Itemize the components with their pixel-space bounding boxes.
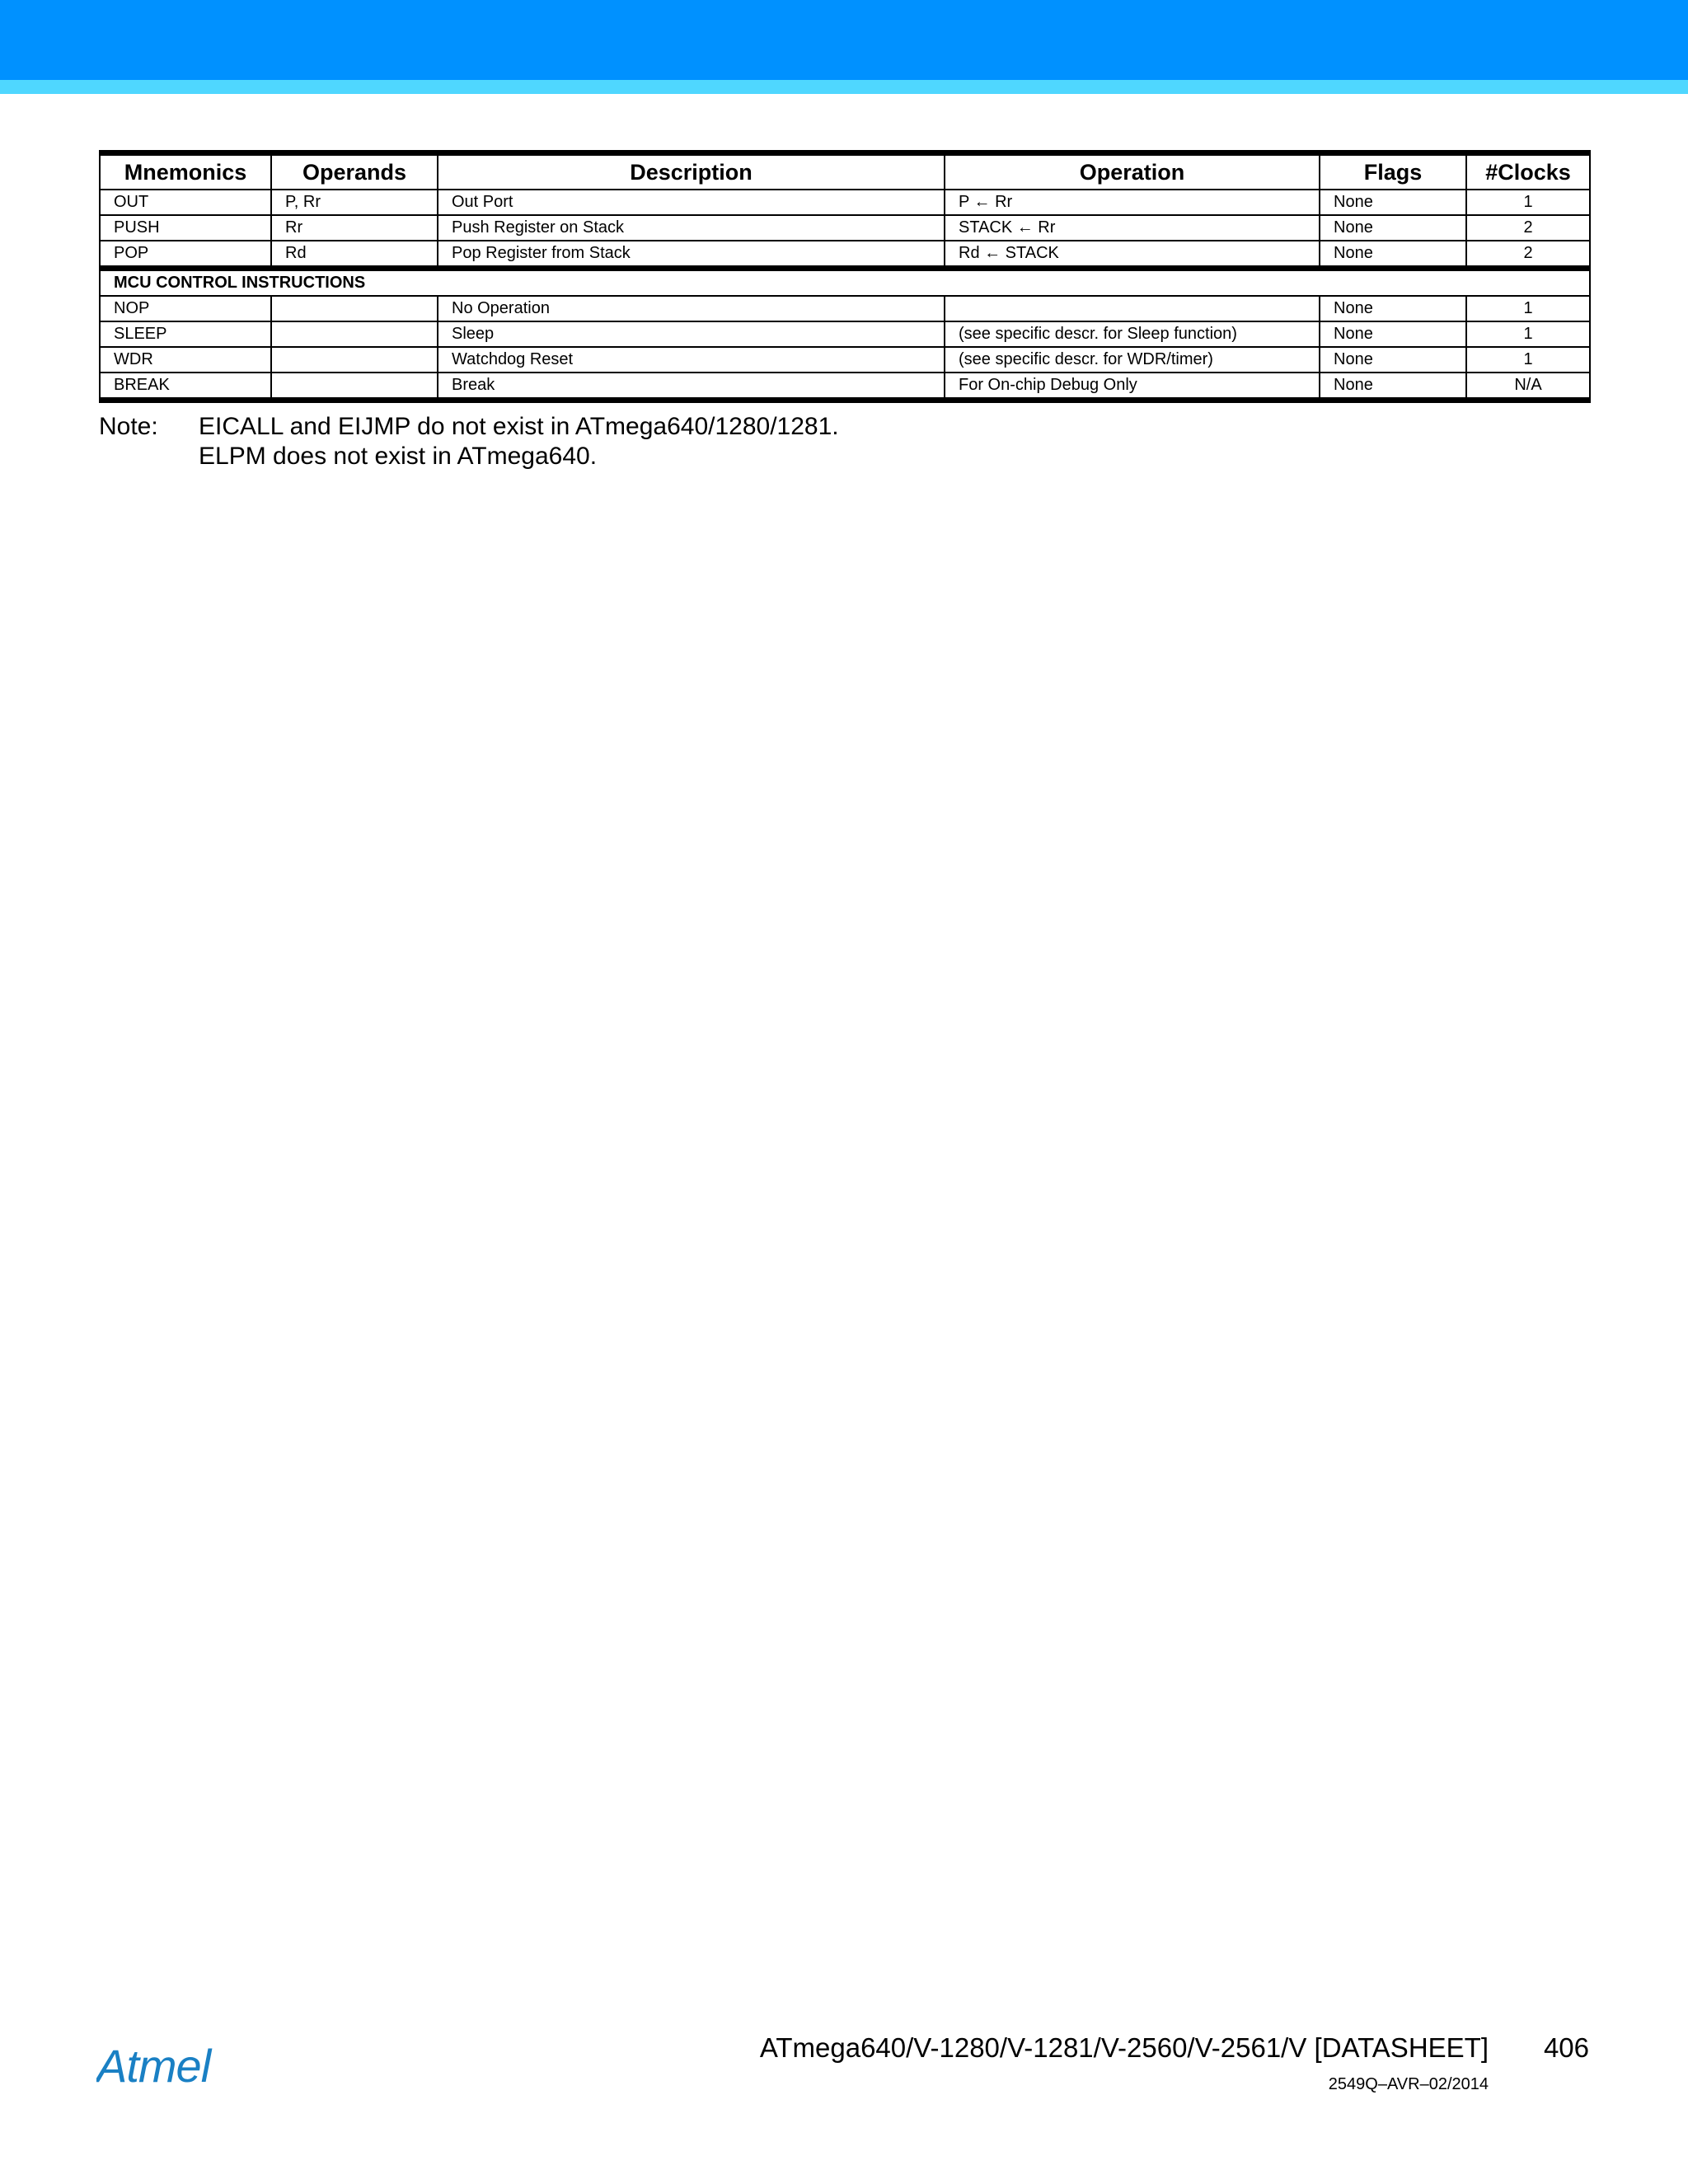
column-header: Operands [271, 153, 438, 190]
table-row [100, 347, 1590, 373]
cell-flags: None [1320, 321, 1466, 347]
document-title: ATmega640/V-1280/V-1281/V-2560/V-2561/V [DATASHEET] [759, 2032, 1489, 2063]
cell-operands [271, 321, 438, 347]
table-row [100, 373, 1590, 401]
cell-operands [271, 373, 438, 401]
table-row [100, 296, 1590, 321]
cell-clocks: 1 [1466, 321, 1590, 347]
table-row [100, 215, 1590, 241]
cell-operation [945, 296, 1320, 321]
section-row [100, 269, 1590, 297]
section-title: MCU CONTROL INSTRUCTIONS [100, 269, 1590, 297]
cell-flags: None [1320, 296, 1466, 321]
svg-text:Atmel: Atmel [96, 2040, 211, 2092]
cell-operands: P, Rr [271, 190, 438, 215]
cell-mnemonic: NOP [100, 296, 271, 321]
atmel-logo [96, 2036, 241, 2093]
column-header: Mnemonics [100, 153, 271, 190]
table-row [100, 321, 1590, 347]
cell-mnemonic: SLEEP [100, 321, 271, 347]
header-band [0, 0, 1688, 80]
cell-clocks: 1 [1466, 190, 1590, 215]
cell-operands [271, 296, 438, 321]
cell-mnemonic: WDR [100, 347, 271, 373]
cell-mnemonic: POP [100, 241, 271, 269]
table-row [100, 241, 1590, 269]
cell-description: Sleep [438, 321, 945, 347]
note-line: EICALL and EIJMP do not exist in ATmega640/1280/1281. [199, 413, 839, 440]
cell-flags: None [1320, 373, 1466, 401]
cell-mnemonic: BREAK [100, 373, 271, 401]
document-code: 2549Q–AVR–02/2014 [1328, 2075, 1489, 2093]
cell-description: Pop Register from Stack [438, 241, 945, 269]
cell-clocks: 1 [1466, 347, 1590, 373]
instruction-table-container [99, 150, 1589, 403]
instruction-table [99, 150, 1591, 403]
page-number: 406 [1543, 2032, 1589, 2063]
cell-flags: None [1320, 190, 1466, 215]
cell-operation: P ← Rr [945, 190, 1320, 215]
cell-flags: None [1320, 215, 1466, 241]
cell-description: Watchdog Reset [438, 347, 945, 373]
cell-description: Break [438, 373, 945, 401]
cell-clocks: 2 [1466, 241, 1590, 269]
note-label: Note: [99, 413, 158, 440]
cell-mnemonic: OUT [100, 190, 271, 215]
cell-operation: Rd ← STACK [945, 241, 1320, 269]
cell-operands [271, 347, 438, 373]
cell-description: Push Register on Stack [438, 215, 945, 241]
cell-description: No Operation [438, 296, 945, 321]
cell-clocks: 1 [1466, 296, 1590, 321]
cell-flags: None [1320, 241, 1466, 269]
column-header: Operation [945, 153, 1320, 190]
cell-flags: None [1320, 347, 1466, 373]
column-header: #Clocks [1466, 153, 1590, 190]
cell-clocks: 2 [1466, 215, 1590, 241]
cell-operation: (see specific descr. for Sleep function) [945, 321, 1320, 347]
table-header-row [100, 153, 1590, 190]
cell-clocks: N/A [1466, 373, 1590, 401]
cell-operation: (see specific descr. for WDR/timer) [945, 347, 1320, 373]
cell-operation: STACK ← Rr [945, 215, 1320, 241]
note-line: ELPM does not exist in ATmega640. [199, 443, 598, 470]
column-header: Description [438, 153, 945, 190]
cell-operands: Rd [271, 241, 438, 269]
cell-operands: Rr [271, 215, 438, 241]
cell-operation: For On-chip Debug Only [945, 373, 1320, 401]
column-header: Flags [1320, 153, 1466, 190]
table-row [100, 190, 1590, 215]
cell-description: Out Port [438, 190, 945, 215]
header-stripe [0, 80, 1688, 94]
cell-mnemonic: PUSH [100, 215, 271, 241]
